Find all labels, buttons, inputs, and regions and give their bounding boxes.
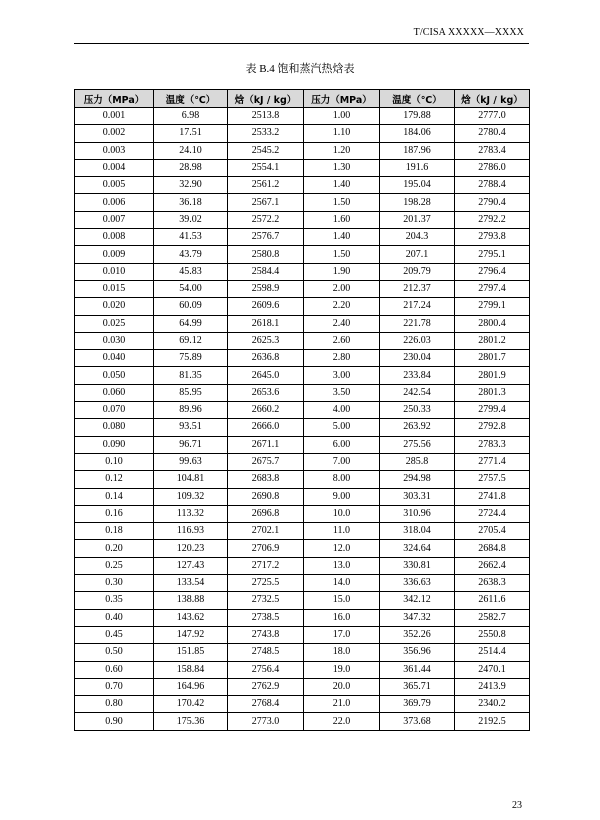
enthalpy-cell: 2653.6	[228, 384, 304, 401]
enthalpy-cell: 2696.8	[228, 505, 304, 522]
table-row	[75, 419, 530, 436]
table-row	[75, 661, 530, 678]
table-row	[75, 142, 530, 159]
pressure-cell: 1.20	[304, 142, 380, 159]
enthalpy-cell: 2598.9	[228, 280, 304, 297]
pressure-cell: 0.16	[75, 505, 154, 522]
pressure-cell: 2.40	[304, 315, 380, 332]
temperature-cell: 127.43	[154, 557, 228, 574]
table-row	[75, 280, 530, 297]
pressure-cell: 0.007	[75, 211, 154, 228]
enthalpy-cell: 2645.0	[228, 367, 304, 384]
temperature-cell: 41.53	[154, 229, 228, 246]
pressure-cell: 0.080	[75, 419, 154, 436]
enthalpy-cell: 2514.4	[455, 644, 530, 661]
enthalpy-cell: 2706.9	[228, 540, 304, 557]
temperature-cell: 179.88	[380, 108, 455, 125]
temperature-cell: 204.3	[380, 229, 455, 246]
pressure-cell: 0.030	[75, 332, 154, 349]
enthalpy-cell: 2788.4	[455, 177, 530, 194]
pressure-cell: 0.002	[75, 125, 154, 142]
temperature-cell: 207.1	[380, 246, 455, 263]
document-code: T/CISA XXXXX—XXXX	[413, 27, 524, 38]
pressure-cell: 0.008	[75, 229, 154, 246]
pressure-cell: 0.090	[75, 436, 154, 453]
pressure-cell: 0.18	[75, 523, 154, 540]
table-row	[75, 367, 530, 384]
temperature-cell: 75.89	[154, 350, 228, 367]
enthalpy-cell: 2799.1	[455, 298, 530, 315]
pressure-cell: 0.020	[75, 298, 154, 315]
table-row	[75, 246, 530, 263]
enthalpy-cell: 2793.8	[455, 229, 530, 246]
pressure-cell: 21.0	[304, 696, 380, 713]
enthalpy-cell: 2795.1	[455, 246, 530, 263]
pressure-cell: 2.80	[304, 350, 380, 367]
enthalpy-cell: 2792.2	[455, 211, 530, 228]
temperature-cell: 217.24	[380, 298, 455, 315]
table-row	[75, 644, 530, 661]
table-row	[75, 298, 530, 315]
temperature-cell: 151.85	[154, 644, 228, 661]
temperature-cell: 361.44	[380, 661, 455, 678]
temperature-cell: 310.96	[380, 505, 455, 522]
pressure-cell: 0.12	[75, 471, 154, 488]
temperature-cell: 226.03	[380, 332, 455, 349]
enthalpy-cell: 2786.0	[455, 159, 530, 176]
temperature-cell: 369.79	[380, 696, 455, 713]
enthalpy-cell: 2777.0	[455, 108, 530, 125]
temperature-cell: 373.68	[380, 713, 455, 730]
temperature-cell: 195.04	[380, 177, 455, 194]
temperature-cell: 242.54	[380, 384, 455, 401]
enthalpy-cell: 2790.4	[455, 194, 530, 211]
temperature-cell: 64.99	[154, 315, 228, 332]
pressure-cell: 0.60	[75, 661, 154, 678]
pressure-cell: 0.001	[75, 108, 154, 125]
temperature-cell: 221.78	[380, 315, 455, 332]
pressure-cell: 0.14	[75, 488, 154, 505]
enthalpy-cell: 2660.2	[228, 402, 304, 419]
pressure-cell: 0.003	[75, 142, 154, 159]
pressure-cell: 11.0	[304, 523, 380, 540]
pressure-cell: 1.00	[304, 108, 380, 125]
table-row	[75, 177, 530, 194]
enthalpy-cell: 2609.6	[228, 298, 304, 315]
pressure-cell: 22.0	[304, 713, 380, 730]
enthalpy-cell: 2545.2	[228, 142, 304, 159]
table-row	[75, 350, 530, 367]
enthalpy-cell: 2799.4	[455, 402, 530, 419]
temperature-cell: 158.84	[154, 661, 228, 678]
pressure-cell: 9.00	[304, 488, 380, 505]
pressure-cell: 13.0	[304, 557, 380, 574]
temperature-cell: 147.92	[154, 626, 228, 643]
pressure-cell: 20.0	[304, 678, 380, 695]
pressure-cell: 0.35	[75, 592, 154, 609]
pressure-cell: 0.010	[75, 263, 154, 280]
enthalpy-cell: 2801.2	[455, 332, 530, 349]
pressure-cell: 0.009	[75, 246, 154, 263]
pressure-cell: 0.040	[75, 350, 154, 367]
temperature-cell: 233.84	[380, 367, 455, 384]
table-row	[75, 125, 530, 142]
temperature-cell: 138.88	[154, 592, 228, 609]
temperature-cell: 43.79	[154, 246, 228, 263]
column-header-temperature: 温度（℃）	[154, 90, 228, 108]
enthalpy-cell: 2757.5	[455, 471, 530, 488]
table-row	[75, 194, 530, 211]
enthalpy-cell: 2773.0	[228, 713, 304, 730]
column-header-enthalpy-2: 焓（kJ / kg）	[455, 90, 530, 108]
temperature-cell: 116.93	[154, 523, 228, 540]
enthalpy-cell: 2748.5	[228, 644, 304, 661]
pressure-cell: 14.0	[304, 575, 380, 592]
temperature-cell: 143.62	[154, 609, 228, 626]
pressure-cell: 0.80	[75, 696, 154, 713]
pressure-cell: 0.006	[75, 194, 154, 211]
pressure-cell: 2.20	[304, 298, 380, 315]
temperature-cell: 81.35	[154, 367, 228, 384]
table-row	[75, 609, 530, 626]
temperature-cell: 198.28	[380, 194, 455, 211]
pressure-cell: 0.004	[75, 159, 154, 176]
enthalpy-cell: 2625.3	[228, 332, 304, 349]
enthalpy-cell: 2783.3	[455, 436, 530, 453]
enthalpy-cell: 2684.8	[455, 540, 530, 557]
temperature-cell: 6.98	[154, 108, 228, 125]
temperature-cell: 285.8	[380, 453, 455, 470]
enthalpy-cell: 2743.8	[228, 626, 304, 643]
enthalpy-cell: 2801.7	[455, 350, 530, 367]
enthalpy-cell: 2717.2	[228, 557, 304, 574]
pressure-cell: 6.00	[304, 436, 380, 453]
enthalpy-cell: 2683.8	[228, 471, 304, 488]
pressure-cell: 5.00	[304, 419, 380, 436]
pressure-cell: 2.60	[304, 332, 380, 349]
column-header-temperature-2: 温度（℃）	[380, 90, 455, 108]
pressure-cell: 0.015	[75, 280, 154, 297]
column-header-pressure-2: 压力（MPa）	[304, 90, 380, 108]
pressure-cell: 1.40	[304, 229, 380, 246]
table-row	[75, 488, 530, 505]
pressure-cell: 0.005	[75, 177, 154, 194]
table-header-row	[75, 90, 530, 108]
temperature-cell: 347.32	[380, 609, 455, 626]
table-row	[75, 678, 530, 695]
temperature-cell: 69.12	[154, 332, 228, 349]
table-row	[75, 713, 530, 730]
temperature-cell: 17.51	[154, 125, 228, 142]
pressure-cell: 18.0	[304, 644, 380, 661]
pressure-cell: 12.0	[304, 540, 380, 557]
enthalpy-cell: 2792.8	[455, 419, 530, 436]
enthalpy-cell: 2783.4	[455, 142, 530, 159]
enthalpy-cell: 2756.4	[228, 661, 304, 678]
enthalpy-cell: 2513.8	[228, 108, 304, 125]
pressure-cell: 2.00	[304, 280, 380, 297]
enthalpy-cell: 2554.1	[228, 159, 304, 176]
temperature-cell: 96.71	[154, 436, 228, 453]
enthalpy-cell: 2584.4	[228, 263, 304, 280]
temperature-cell: 330.81	[380, 557, 455, 574]
temperature-cell: 184.06	[380, 125, 455, 142]
table-title: 表 B.4 饱和蒸汽热焓表	[245, 63, 355, 75]
temperature-cell: 356.96	[380, 644, 455, 661]
enthalpy-cell: 2533.2	[228, 125, 304, 142]
enthalpy-cell: 2724.4	[455, 505, 530, 522]
table-row	[75, 626, 530, 643]
pressure-cell: 19.0	[304, 661, 380, 678]
temperature-cell: 324.64	[380, 540, 455, 557]
temperature-cell: 45.83	[154, 263, 228, 280]
temperature-cell: 89.96	[154, 402, 228, 419]
temperature-cell: 120.23	[154, 540, 228, 557]
enthalpy-cell: 2771.4	[455, 453, 530, 470]
table-row	[75, 211, 530, 228]
temperature-cell: 39.02	[154, 211, 228, 228]
enthalpy-cell: 2796.4	[455, 263, 530, 280]
enthalpy-cell: 2580.8	[228, 246, 304, 263]
table-row	[75, 263, 530, 280]
pressure-cell: 16.0	[304, 609, 380, 626]
enthalpy-cell: 2705.4	[455, 523, 530, 540]
temperature-cell: 212.37	[380, 280, 455, 297]
enthalpy-cell: 2572.2	[228, 211, 304, 228]
temperature-cell: 170.42	[154, 696, 228, 713]
table-row	[75, 315, 530, 332]
column-header-enthalpy: 焓（kJ / kg）	[228, 90, 304, 108]
table-row	[75, 505, 530, 522]
saturated-steam-enthalpy-table	[74, 89, 530, 731]
enthalpy-cell: 2801.9	[455, 367, 530, 384]
temperature-cell: 60.09	[154, 298, 228, 315]
temperature-cell: 263.92	[380, 419, 455, 436]
enthalpy-cell: 2768.4	[228, 696, 304, 713]
temperature-cell: 85.95	[154, 384, 228, 401]
temperature-cell: 201.37	[380, 211, 455, 228]
temperature-cell: 209.79	[380, 263, 455, 280]
temperature-cell: 28.98	[154, 159, 228, 176]
table-row	[75, 557, 530, 574]
pressure-cell: 0.45	[75, 626, 154, 643]
table-row	[75, 592, 530, 609]
temperature-cell: 191.6	[380, 159, 455, 176]
pressure-cell: 4.00	[304, 402, 380, 419]
pressure-cell: 0.30	[75, 575, 154, 592]
temperature-cell: 113.32	[154, 505, 228, 522]
pressure-cell: 1.90	[304, 263, 380, 280]
enthalpy-cell: 2741.8	[455, 488, 530, 505]
enthalpy-cell: 2611.6	[455, 592, 530, 609]
pressure-cell: 0.050	[75, 367, 154, 384]
temperature-cell: 109.32	[154, 488, 228, 505]
table-row	[75, 436, 530, 453]
enthalpy-cell: 2797.4	[455, 280, 530, 297]
enthalpy-cell: 2636.8	[228, 350, 304, 367]
enthalpy-cell: 2638.3	[455, 575, 530, 592]
enthalpy-cell: 2662.4	[455, 557, 530, 574]
table-row	[75, 523, 530, 540]
enthalpy-cell: 2671.1	[228, 436, 304, 453]
enthalpy-cell: 2732.5	[228, 592, 304, 609]
header-rule	[74, 43, 529, 44]
enthalpy-cell: 2576.7	[228, 229, 304, 246]
column-header-pressure: 压力（MPa）	[75, 90, 154, 108]
table-row	[75, 384, 530, 401]
temperature-cell: 104.81	[154, 471, 228, 488]
enthalpy-cell: 2666.0	[228, 419, 304, 436]
table-row	[75, 453, 530, 470]
table-row	[75, 229, 530, 246]
temperature-cell: 352.26	[380, 626, 455, 643]
table-row	[75, 540, 530, 557]
temperature-cell: 230.04	[380, 350, 455, 367]
pressure-cell: 1.50	[304, 246, 380, 263]
temperature-cell: 250.33	[380, 402, 455, 419]
pressure-cell: 17.0	[304, 626, 380, 643]
pressure-cell: 8.00	[304, 471, 380, 488]
table-row	[75, 402, 530, 419]
enthalpy-cell: 2738.5	[228, 609, 304, 626]
temperature-cell: 99.63	[154, 453, 228, 470]
pressure-cell: 3.00	[304, 367, 380, 384]
pressure-cell: 0.060	[75, 384, 154, 401]
enthalpy-cell: 2800.4	[455, 315, 530, 332]
table-row	[75, 159, 530, 176]
temperature-cell: 342.12	[380, 592, 455, 609]
enthalpy-cell: 2561.2	[228, 177, 304, 194]
pressure-cell: 0.070	[75, 402, 154, 419]
temperature-cell: 54.00	[154, 280, 228, 297]
temperature-cell: 164.96	[154, 678, 228, 695]
temperature-cell: 187.96	[380, 142, 455, 159]
enthalpy-cell: 2470.1	[455, 661, 530, 678]
pressure-cell: 1.50	[304, 194, 380, 211]
table-row	[75, 696, 530, 713]
enthalpy-cell: 2192.5	[455, 713, 530, 730]
pressure-cell: 0.25	[75, 557, 154, 574]
pressure-cell: 10.0	[304, 505, 380, 522]
temperature-cell: 365.71	[380, 678, 455, 695]
enthalpy-cell: 2702.1	[228, 523, 304, 540]
enthalpy-cell: 2550.8	[455, 626, 530, 643]
temperature-cell: 133.54	[154, 575, 228, 592]
pressure-cell: 0.20	[75, 540, 154, 557]
table-row	[75, 471, 530, 488]
temperature-cell: 294.98	[380, 471, 455, 488]
temperature-cell: 32.90	[154, 177, 228, 194]
pressure-cell: 0.70	[75, 678, 154, 695]
pressure-cell: 3.50	[304, 384, 380, 401]
pressure-cell: 1.10	[304, 125, 380, 142]
temperature-cell: 318.04	[380, 523, 455, 540]
enthalpy-cell: 2413.9	[455, 678, 530, 695]
enthalpy-cell: 2675.7	[228, 453, 304, 470]
temperature-cell: 93.51	[154, 419, 228, 436]
enthalpy-cell: 2762.9	[228, 678, 304, 695]
enthalpy-cell: 2618.1	[228, 315, 304, 332]
enthalpy-cell: 2780.4	[455, 125, 530, 142]
temperature-cell: 36.18	[154, 194, 228, 211]
pressure-cell: 1.30	[304, 159, 380, 176]
table-row	[75, 332, 530, 349]
enthalpy-cell: 2801.3	[455, 384, 530, 401]
pressure-cell: 1.40	[304, 177, 380, 194]
pressure-cell: 0.90	[75, 713, 154, 730]
temperature-cell: 24.10	[154, 142, 228, 159]
enthalpy-cell: 2690.8	[228, 488, 304, 505]
temperature-cell: 175.36	[154, 713, 228, 730]
enthalpy-cell: 2582.7	[455, 609, 530, 626]
table-row	[75, 575, 530, 592]
pressure-cell: 0.40	[75, 609, 154, 626]
temperature-cell: 303.31	[380, 488, 455, 505]
pressure-cell: 1.60	[304, 211, 380, 228]
pressure-cell: 15.0	[304, 592, 380, 609]
pressure-cell: 0.50	[75, 644, 154, 661]
page-number: 23	[512, 800, 522, 811]
enthalpy-cell: 2567.1	[228, 194, 304, 211]
enthalpy-cell: 2725.5	[228, 575, 304, 592]
temperature-cell: 275.56	[380, 436, 455, 453]
pressure-cell: 0.10	[75, 453, 154, 470]
enthalpy-cell: 2340.2	[455, 696, 530, 713]
pressure-cell: 7.00	[304, 453, 380, 470]
temperature-cell: 336.63	[380, 575, 455, 592]
table-row	[75, 108, 530, 125]
pressure-cell: 0.025	[75, 315, 154, 332]
